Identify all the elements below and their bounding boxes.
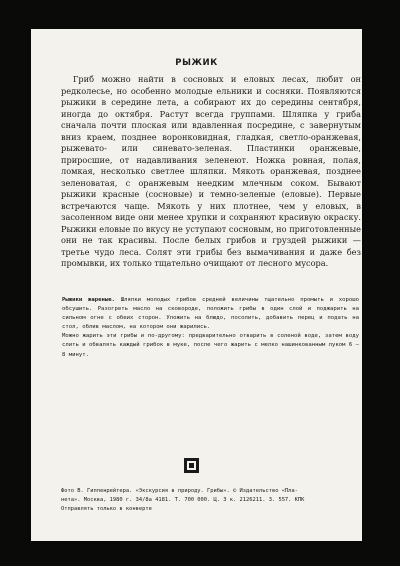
- recipe-alternative-text: предварительно отварить в соленой воде, затем воду слить и обвалять каждый грибок в муке, после чего жарить с мелко нашинкованным луком 6 — 8 минут.: [62, 333, 359, 358]
- recipe-fried-title: Рыжики жареные.: [62, 297, 115, 303]
- imprint-line-3: Отправлять только в конверте: [61, 506, 152, 512]
- recipe-fried: [62, 296, 359, 332]
- page-title: РЫЖИК: [175, 58, 218, 68]
- publisher-logo-icon: [184, 458, 199, 473]
- postcard-back: [31, 29, 362, 541]
- imprint-line-2: нета». Москва, 1980 г. 34/8а 4181. Т. 700 000. Ц. 3 к. 2126211. З. 557. КПК: [61, 497, 305, 503]
- main-description: Гриб можно найти в сосновых и еловых лесах, любит он редколесье, но особенно молодые ельники и сосняки. Появляются рыжики в середине лета, а собирают их до середины сентября, иногда до октября. Растут всегда группами. Шляпка у гриба сначала почти плоская или вдавленная посредине, с завернутым вниз краем, позднее воронковидная, гладкая, светло-оранжевая, рыжевато- или синевато-зеленая. Пластинки оранжевые, приросшие, от надавливания зеленеют. Ножка ровная, полая, ломкая, несколько светлее шляпки. Мякоть оранжевая, позднее зеленоватая, с оранжевым неедким млечным соком. Бывают рыжики красные (сосновые) и темно-зеленые (еловые). Первые встречаются чаще. Мякоть у них плотнее, чем у еловых, в засоленном виде они менее хрупки и сохраняют красивую окраску. Рыжики еловые по вкусу не уступают сосновым, но приготовленные они не так красивы. После белых грибов и груздей рыжики — третье чудо леса. Солят эти грибы без вымачивания и даже без промывки, их только тщательно очищают от лесного мусора.: [61, 74, 361, 268]
- recipe-fried-text: Шляпки молодых грибов средней величины тщательно промыть и хорошо обсушить. Разогреть масло на сковороде, положить грибы в один слой и поджарить на сильном огне с обеих сторон. Уложить на блюдо, посолить, добавить перец и подать на стол, облив маслом, на котором они жарились.: [62, 297, 359, 331]
- recipes-section: [62, 296, 359, 360]
- recipe-alternative: [62, 332, 359, 359]
- imprint: [61, 487, 361, 514]
- recipe-alternative-lead: Можно жарить эти грибы и по-другому:: [62, 333, 185, 340]
- imprint-line-1: Фото В. Гиппенрейтера. «Экскурсия в природу. Грибы». © Издательство «Пла-: [61, 488, 298, 494]
